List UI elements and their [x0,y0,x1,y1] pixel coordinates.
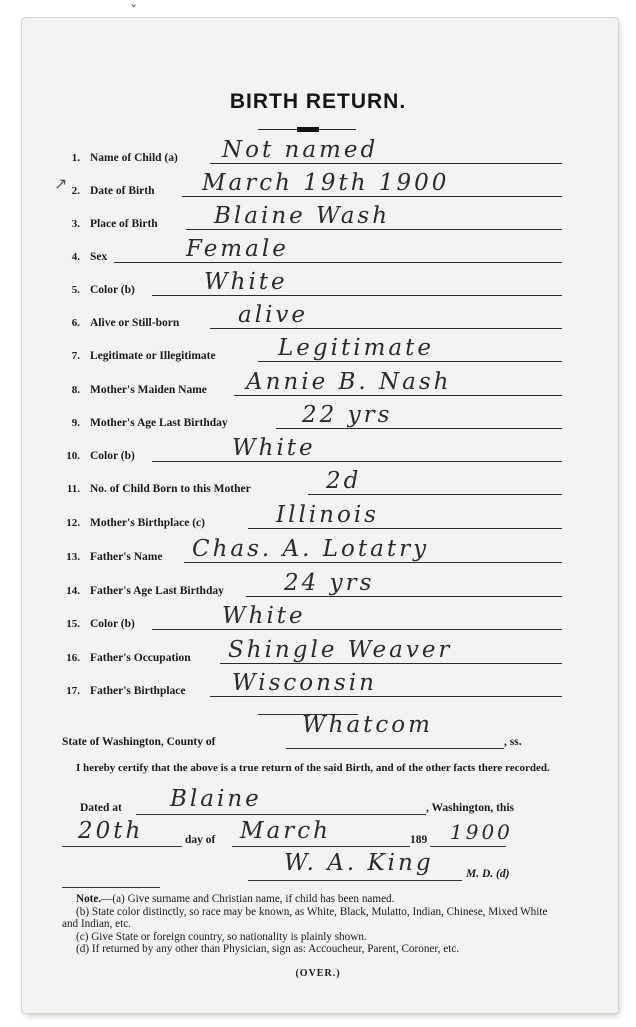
field-value: Female [186,236,289,262]
day-value: 20th [78,818,144,844]
year-prefix-label: 189 [410,834,428,846]
field-fathers-occupation: 16. Father's Occupation Shingle Weaver [62,640,562,666]
note-a: Note.—(a) Give surname and Christian name, if child has been named. [76,893,395,905]
field-place-of-birth: 3. Place of Birth Blaine Wash [62,206,562,232]
note-c: (c) Give State or foreign country, so nationality is plainly shown. [76,930,367,943]
field-value: Blaine Wash [214,203,391,229]
county-value: Whatcom [302,712,433,738]
field-mothers-maiden-name: 8. Mother's Maiden Name Annie B. Nash [62,372,562,398]
signature-value: W. A. King [284,850,434,876]
field-value: Wisconsin [232,670,377,696]
field-value: 24 yrs [284,570,375,596]
field-sex: 4. Sex Female [62,239,562,265]
field-name-of-child: 1. Name of Child (a) Not named [62,140,562,166]
ss-label: , ss. [504,736,522,748]
field-value: White [222,603,306,629]
pencil-check-icon: ↗ [54,174,68,193]
document-title: BIRTH RETURN. [229,90,407,113]
notes-block [62,893,560,956]
field-alive-or-still-born: 6. Alive or Still-born alive [62,305,562,331]
field-legitimate: 7. Legitimate or Illegitimate Legitimate [62,338,562,364]
field-value: 22 yrs [302,402,393,428]
md-label: M. D. (d) [466,868,510,880]
pencil-mark-icon: ˇ [130,4,137,20]
field-value: 2d [326,468,362,494]
field-mothers-color: 10. Color (b) White [62,438,562,464]
field-value: alive [238,302,309,328]
field-child-number: 11. No. of Child Born to this Mother 2d [62,471,562,497]
certification-text: I hereby certify that the above is a true return of the said Birth, and of the other facts there recorded. [76,762,550,774]
washington-this-label: , Washington, this [426,802,514,814]
month-value: March [240,818,331,844]
dated-at-label: Dated at [80,802,122,814]
field-value: Shingle Weaver [228,637,453,663]
note-d: (d) If returned by any other than Physician, sign as: Accoucheur, Parent, Coroner, etc. [76,943,460,955]
field-value: Chas. A. Lotatry [192,536,430,562]
field-value: Not named [222,137,379,163]
field-date-of-birth: 2. Date of Birth March 19th 1900 [62,173,562,199]
over-label: (OVER.) [295,968,341,979]
field-fathers-birthplace: 17. Father's Birthplace Wisconsin [62,673,562,699]
field-mothers-birthplace: 12. Mother's Birthplace (c) Illinois [62,505,562,531]
field-child-color: 5. Color (b) White [62,272,562,298]
field-value: White [204,269,288,295]
dated-place-value: Blaine [170,786,262,812]
notes-rule [62,887,160,888]
field-value: March 19th 1900 [202,170,450,196]
note-b: (b) State color distinctly, so race may be known, as White, Black, Mulatto, Indian, Chinese, Mixed White and Indian, etc. [62,905,548,930]
year-value: 1900 [450,820,513,844]
title-ornament [297,127,319,132]
field-value: Annie B. Nash [246,369,452,395]
state-label: State of Washington, County of [62,736,216,748]
field-fathers-name: 13. Father's Name Chas. A. Lotatry [62,539,562,565]
field-value: White [232,435,316,461]
field-value: Illinois [276,502,379,528]
field-fathers-color: 15. Color (b) White [62,606,562,632]
day-of-label: day of [185,834,216,846]
field-mothers-age: 9. Mother's Age Last Birthday 22 yrs [62,405,562,431]
field-value: Legitimate [278,335,434,361]
field-fathers-age: 14. Father's Age Last Birthday 24 yrs [62,573,562,599]
